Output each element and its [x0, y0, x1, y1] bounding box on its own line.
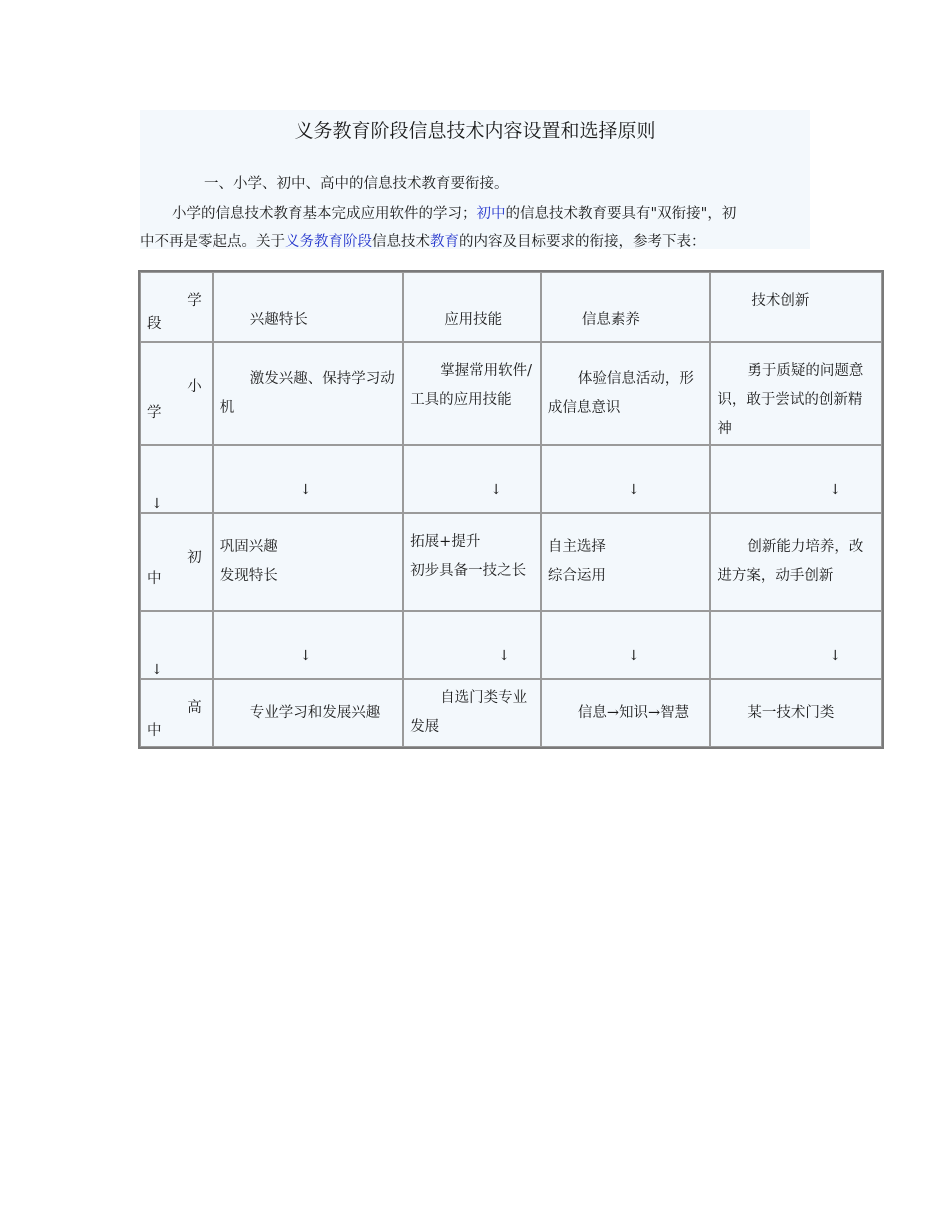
table-cell	[710, 342, 882, 445]
table-header-row	[140, 272, 882, 342]
stage-a: 高	[187, 700, 202, 716]
cell-text: 掌握常用软件/工具的应用技能	[410, 363, 533, 408]
down-arrow-icon: ↓	[829, 482, 842, 498]
arrow-cell	[140, 611, 213, 679]
cell-text: 创新能力培养，改进方案，动手创新	[717, 539, 864, 584]
down-arrow-icon: ↓	[490, 482, 502, 498]
curriculum-table	[138, 270, 884, 749]
arrow-cell	[710, 445, 882, 513]
col-header	[710, 272, 882, 342]
text-span: 的内容及目标要求的衔接，参考下表：	[459, 234, 706, 250]
down-arrow-icon: ↓	[151, 496, 163, 512]
down-arrow-icon: ↓	[627, 482, 640, 498]
down-arrow-icon: ↓	[151, 662, 163, 678]
table-cell	[710, 679, 882, 747]
link-jiaoyu[interactable]: 教育	[430, 234, 459, 250]
link-chuzhong[interactable]: 初中	[476, 206, 506, 222]
down-arrow-icon: ↓	[498, 648, 510, 664]
cell-text: 专业学习和发展兴趣	[249, 704, 381, 721]
stage-cell	[140, 513, 213, 611]
text-span: 的信息技术教育要具有"双衔接"，初	[505, 206, 737, 222]
col-header	[213, 272, 403, 342]
col-header-text: 应用技能	[444, 312, 503, 328]
table-row	[140, 679, 882, 747]
arrow-row	[140, 611, 882, 679]
arrow-cell	[213, 611, 403, 679]
col-header-text: 技术创新	[751, 293, 810, 309]
table-row	[140, 513, 882, 611]
arrow-cell	[541, 445, 711, 513]
stage-b: 中	[147, 723, 162, 739]
col-header	[403, 272, 541, 342]
link-yiwu-jiaoyu[interactable]: 义务教育阶段	[285, 234, 372, 250]
arrow-row	[140, 445, 882, 513]
arrow-cell	[403, 445, 541, 513]
down-arrow-icon: ↓	[299, 648, 312, 664]
arrow-cell	[541, 611, 711, 679]
stage-a: 小	[187, 379, 202, 395]
col-header-text: 兴趣特长	[249, 312, 308, 328]
text-span: 小学的信息技术教育基本完成应用软件的学习；	[172, 206, 477, 222]
stage-b: 学	[147, 405, 162, 421]
arrow-cell	[140, 445, 213, 513]
arrow-cell	[213, 445, 403, 513]
stage-a: 初	[187, 550, 202, 566]
cell-text: 某一技术门类	[747, 704, 835, 721]
intro-section	[140, 110, 810, 249]
table-row	[140, 342, 882, 445]
stage-cell	[140, 679, 213, 747]
table-cell	[541, 342, 711, 445]
cell-text: 自选门类专业发展	[410, 690, 528, 735]
table-cell	[403, 513, 541, 611]
table-cell	[541, 679, 711, 747]
arrow-cell	[403, 611, 541, 679]
stage-header-a: 学	[187, 293, 202, 309]
cell-text: 信息→知识→智慧	[577, 704, 690, 721]
table-cell	[710, 513, 882, 611]
cell-text: 体验信息活动，形成信息意识	[547, 370, 694, 416]
stage-header-b: 段	[147, 316, 162, 332]
stage-header-cell	[140, 272, 213, 342]
cell-text: 激发兴趣、保持学习动机	[219, 370, 395, 416]
down-arrow-icon: ↓	[829, 648, 842, 664]
cell-text: 拓展+提升 初步具备一技之长	[410, 534, 527, 579]
table-cell	[213, 679, 403, 747]
cell-text: 勇于质疑的问题意识，敢于尝试的创新精神	[717, 363, 864, 437]
table-cell	[213, 513, 403, 611]
down-arrow-icon: ↓	[299, 482, 312, 498]
table-cell	[541, 513, 711, 611]
stage-cell	[140, 342, 213, 445]
intro-paragraph	[140, 200, 810, 256]
table-cell	[403, 679, 541, 747]
table-cell	[403, 342, 541, 445]
section-heading: 一、小学、初中、高中的信息技术教育要衔接。	[204, 176, 509, 192]
text-span: 信息技术	[372, 234, 430, 250]
cell-text: 巩固兴趣 发现特长	[219, 539, 278, 584]
table-cell	[213, 342, 403, 445]
cell-text: 自主选择 综合运用	[547, 539, 606, 584]
document-title: 义务教育阶段信息技术内容设置和选择原则	[294, 120, 656, 142]
arrow-cell	[710, 611, 882, 679]
stage-b: 中	[147, 571, 162, 587]
col-header-text: 信息素养	[581, 312, 640, 328]
text-span: 中不再是零起点。关于	[140, 234, 285, 250]
down-arrow-icon: ↓	[627, 648, 640, 664]
col-header	[541, 272, 711, 342]
